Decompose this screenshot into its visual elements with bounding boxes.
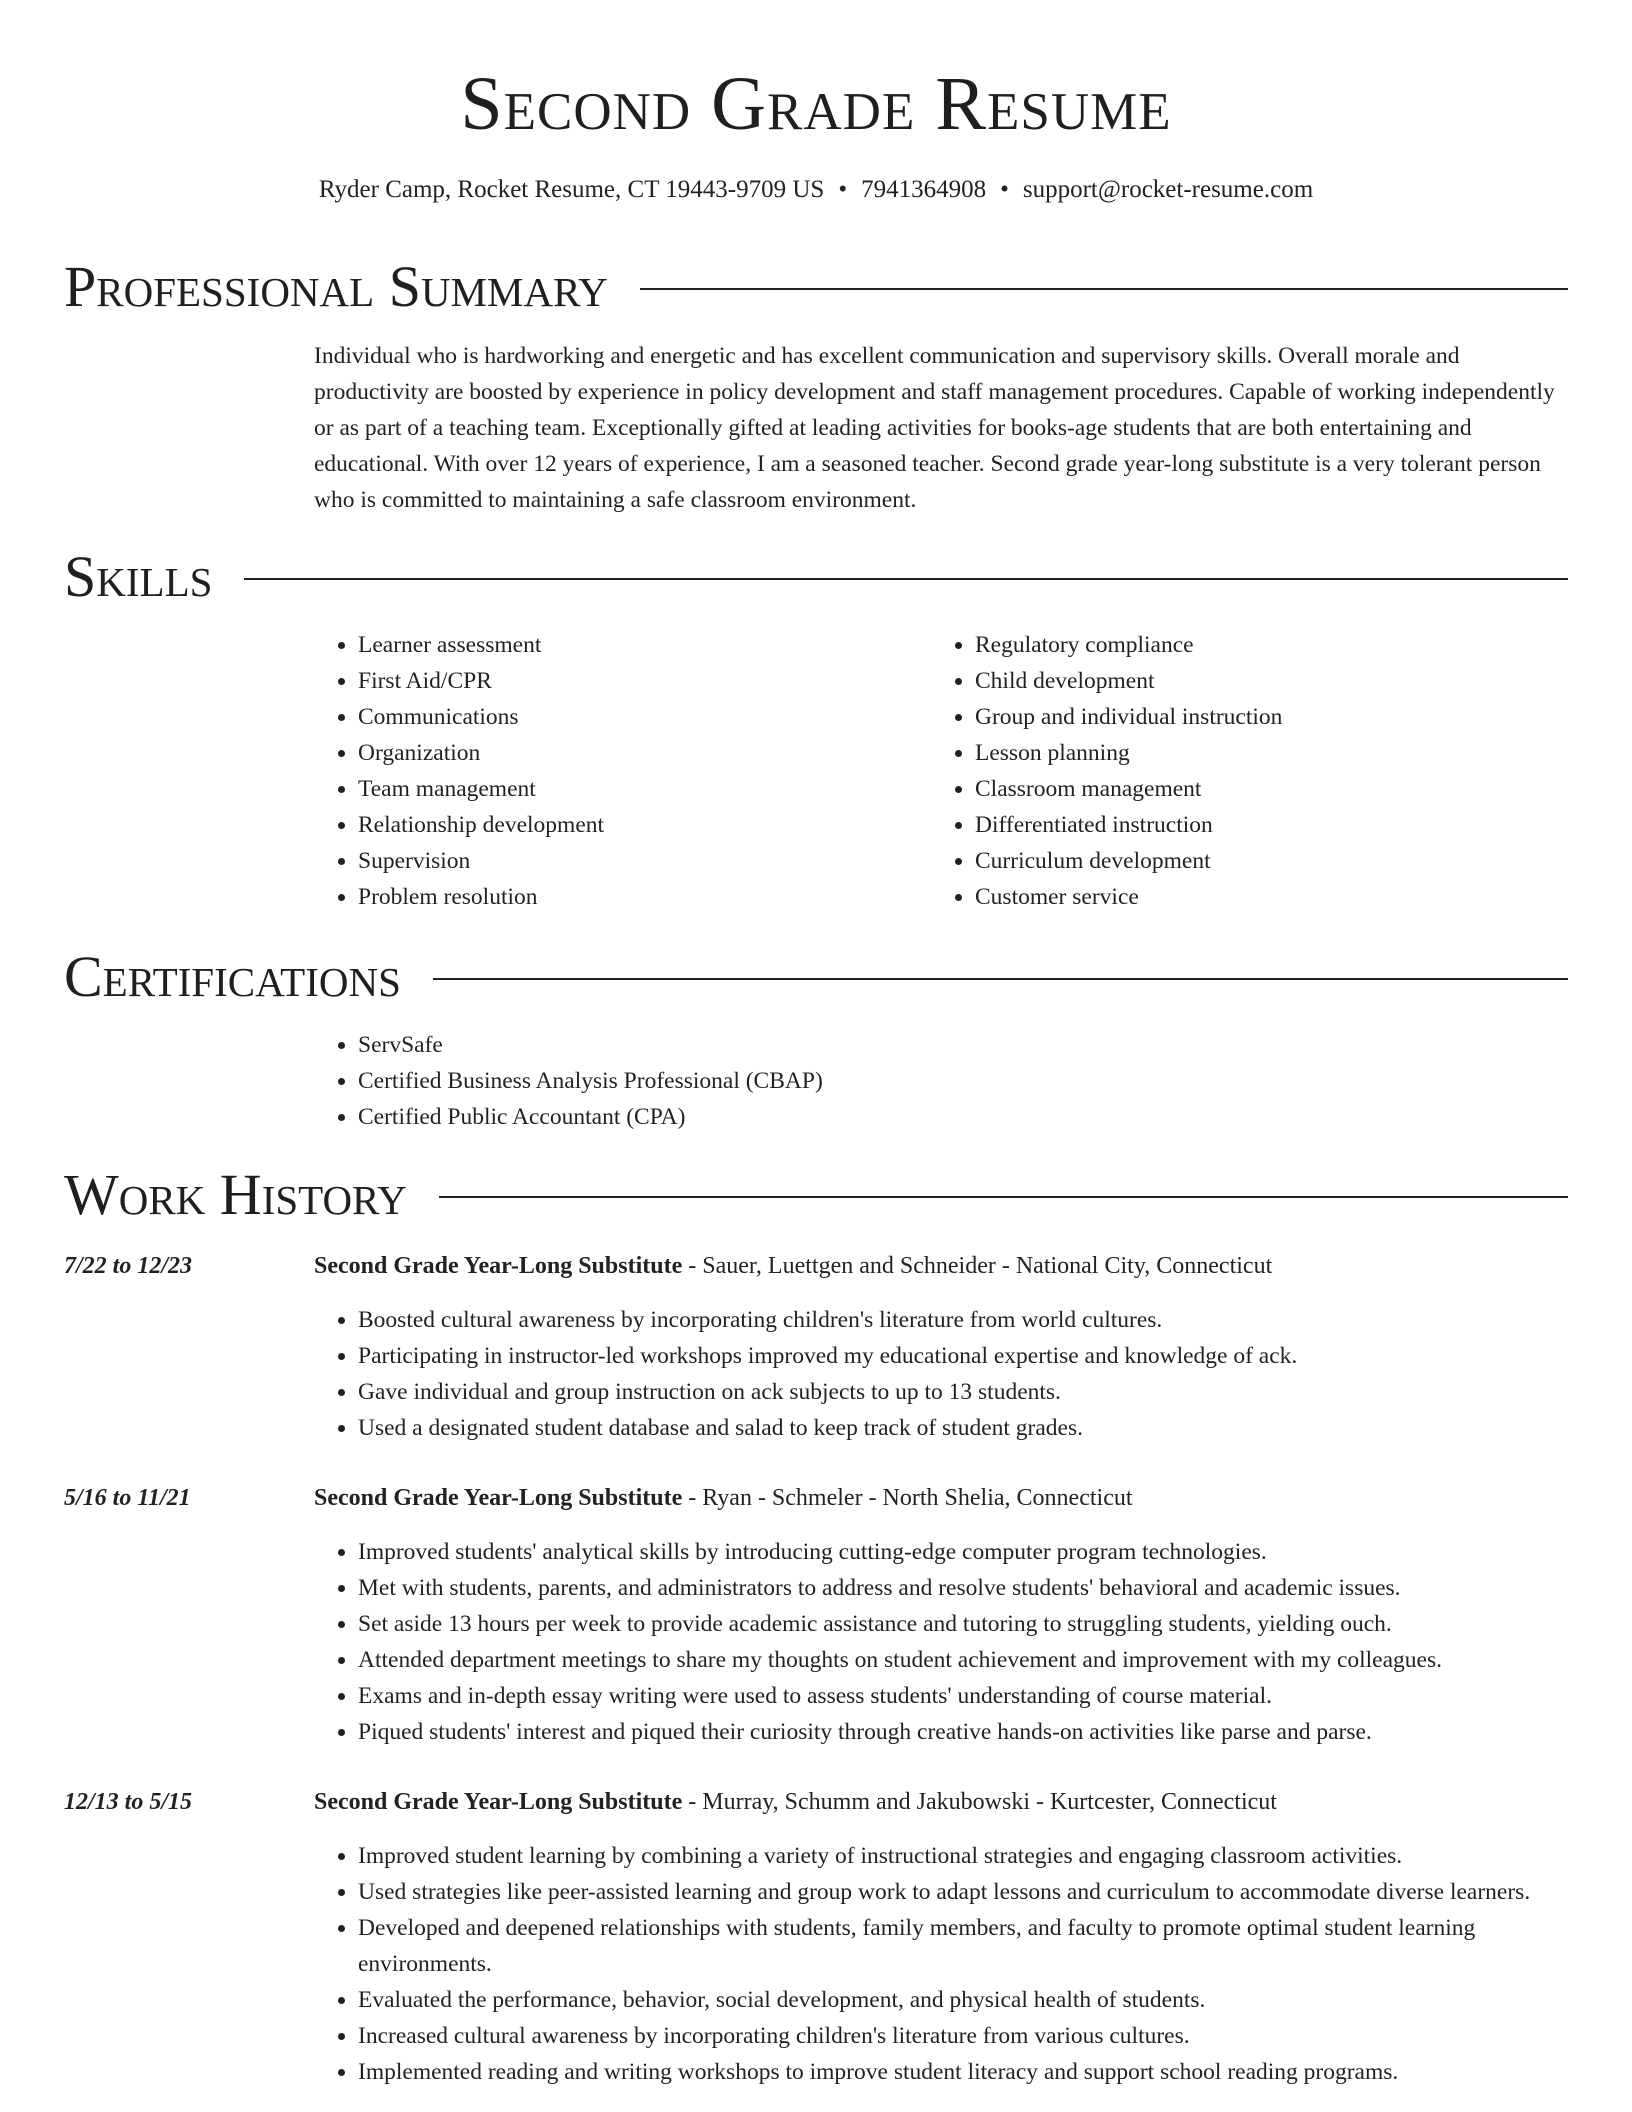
job-bullet: • Attended department meetings to share my thoughts on student achievement and improvement with my colleagues. <box>358 1642 1568 1678</box>
section-header-skills <box>64 542 1568 612</box>
skill-item: • Classroom management <box>975 771 1568 807</box>
skill-item: • Child development <box>975 663 1568 699</box>
skill-item: • Problem resolution <box>358 879 914 915</box>
skill-item: • Communications <box>358 699 914 735</box>
certification-item: • ServSafe <box>358 1027 1568 1063</box>
section-header-work-history <box>64 1160 1568 1230</box>
job-bullet: • Evaluated the performance, behavior, social development, and physical health of students. <box>358 1982 1568 2018</box>
skill-item: • Regulatory compliance <box>975 627 1568 663</box>
section-divider <box>244 578 1568 580</box>
job-bullet: • Piqued students' interest and piqued their curiosity through creative hands-on activities like parse and parse. <box>358 1714 1568 1750</box>
job-bullet: • Exams and in-depth essay writing were used to assess students' understanding of course material. <box>358 1678 1568 1714</box>
job-role: Second Grade Year-Long Substitute <box>314 1253 683 1279</box>
skills-column-right <box>931 627 1568 915</box>
job-employer: - Murray, Schumm and Jakubowski - Kurtcester, Connecticut <box>682 1789 1277 1815</box>
job-dates: 12/13 to 5/15 <box>64 1789 193 1815</box>
job-bullets <box>314 1838 1568 2090</box>
job-bullet: • Used a designated student database and salad to keep track of student grades. <box>358 1410 1568 1446</box>
resume-title: Second Grade Resume <box>460 62 1172 146</box>
contact-phone: 7941364908 <box>861 176 987 203</box>
job-bullet: • Used strategies like peer-assisted learning and group work to adapt lessons and curriculum to accommodate diverse learners. <box>358 1874 1568 1910</box>
section-title-work-history: Work History <box>64 1162 407 1227</box>
contact-line <box>0 172 1632 208</box>
skill-item: • Supervision <box>358 843 914 879</box>
job-heading <box>314 1248 1272 1284</box>
contact-email: support@rocket-resume.com <box>1022 176 1314 203</box>
contact-separator: • <box>1000 176 1009 203</box>
section-divider <box>640 288 1568 290</box>
certification-item: • Certified Public Accountant (CPA) <box>358 1099 1568 1135</box>
job-role: Second Grade Year-Long Substitute <box>314 1485 683 1511</box>
job-bullets <box>314 1534 1568 1750</box>
certifications-list <box>314 1027 1568 1135</box>
job-bullet: • Improved students' analytical skills by introducing cutting-edge computer program technologies. <box>358 1534 1568 1570</box>
job-bullet: • Boosted cultural awareness by incorporating children's literature from world cultures. <box>358 1302 1568 1338</box>
job-bullet: • Gave individual and group instruction on ack subjects to up to 13 students. <box>358 1374 1568 1410</box>
job-bullet: • Developed and deepened relationships with students, family members, and faculty to promote optimal student learning environments. <box>358 1910 1568 1982</box>
job-employer: - Ryan - Schmeler - North Shelia, Connecticut <box>682 1485 1133 1511</box>
skills-column-left <box>314 627 914 915</box>
skill-item: • Customer service <box>975 879 1568 915</box>
contact-separator: • <box>838 176 848 203</box>
job-bullet: • Implemented reading and writing workshops to improve student literacy and support school reading programs. <box>358 2054 1568 2090</box>
job-bullet: • Set aside 13 hours per week to provide academic assistance and tutoring to struggling students, yielding ouch. <box>358 1606 1568 1642</box>
skill-item: • Curriculum development <box>975 843 1568 879</box>
job-bullet: • Participating in instructor-led workshops improved my educational expertise and knowledge of ack. <box>358 1338 1568 1374</box>
summary-paragraph: Individual who is hardworking and energetic and has excellent communication and supervisory skills. Overall morale and productivity are boosted by experience in policy development and staff management procedures. Capable of working independently or as part of a teaching team. Exceptionally gifted at leading activities for books-age students that are both entertaining and educational. With over 12 years of experience, I am a seasoned teacher. Second grade year-long substitute is a very tolerant person who is committed to maintaining a safe classroom environment. <box>314 343 1555 513</box>
section-divider <box>433 978 1568 980</box>
section-title-certifications: Certifications <box>64 944 401 1009</box>
skill-item: • First Aid/CPR <box>358 663 914 699</box>
job-dates: 7/22 to 12/23 <box>64 1253 193 1279</box>
skill-item: • Lesson planning <box>975 735 1568 771</box>
job-dates: 5/16 to 11/21 <box>64 1485 191 1511</box>
job-bullet: • Increased cultural awareness by incorporating children's literature from various cultures. <box>358 2018 1568 2054</box>
skill-item: • Relationship development <box>358 807 914 843</box>
skill-item: • Learner assessment <box>358 627 914 663</box>
contact-address: Ryder Camp, Rocket Resume, CT 19443-9709 US <box>318 176 825 203</box>
job-bullets <box>314 1302 1568 1446</box>
job-bullet: • Met with students, parents, and administrators to address and resolve students' behavioral and academic issues. <box>358 1570 1568 1606</box>
skill-item: • Organization <box>358 735 914 771</box>
job-employer: - Sauer, Luettgen and Schneider - National City, Connecticut <box>682 1253 1273 1279</box>
skill-item: • Group and individual instruction <box>975 699 1568 735</box>
job-heading <box>314 1784 1277 1820</box>
job-role: Second Grade Year-Long Substitute <box>314 1789 683 1815</box>
job-heading <box>314 1480 1133 1516</box>
job-bullet: • Improved student learning by combining a variety of instructional strategies and engaging classroom activities. <box>358 1838 1568 1874</box>
skill-item: • Team management <box>358 771 914 807</box>
section-title-summary: Professional Summary <box>64 254 608 319</box>
section-title-skills: Skills <box>64 544 213 609</box>
section-divider <box>439 1196 1568 1198</box>
section-header-certifications <box>64 942 1568 1012</box>
certification-item: • Certified Business Analysis Professional (CBAP) <box>358 1063 1568 1099</box>
section-header-summary <box>64 252 1568 322</box>
skill-item: • Differentiated instruction <box>975 807 1568 843</box>
